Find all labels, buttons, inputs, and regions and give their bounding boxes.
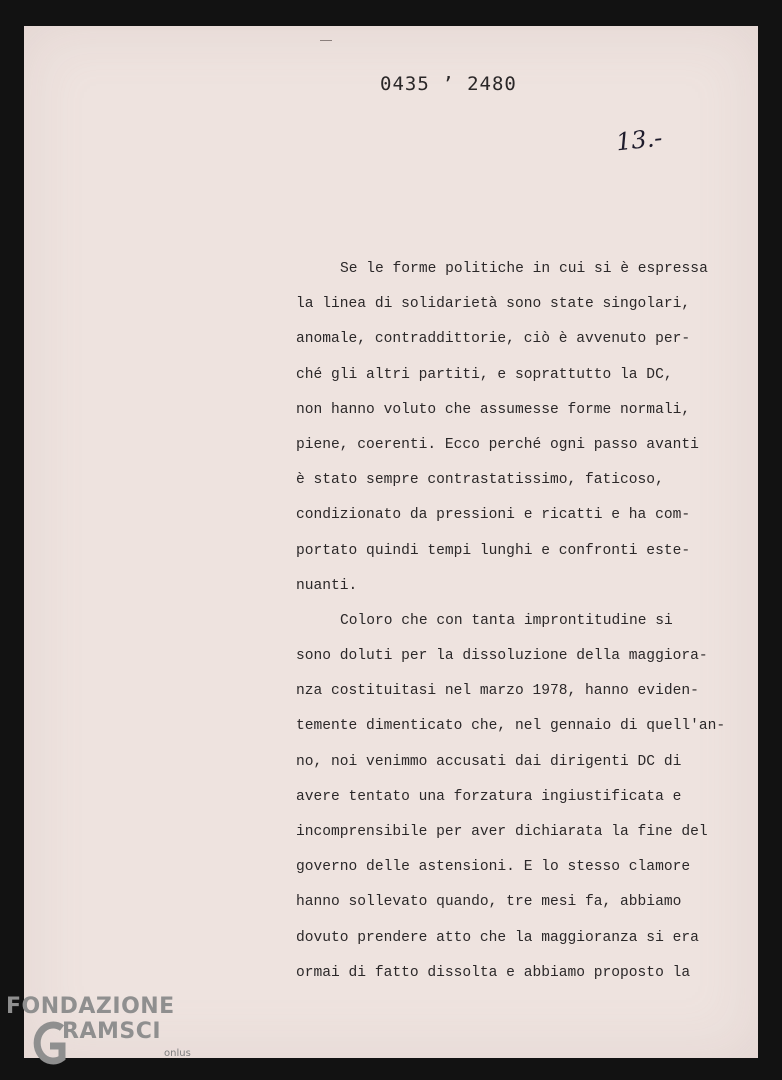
- text-line: non hanno voluto che assumesse forme normali,: [296, 401, 691, 418]
- logo-g-icon: [32, 1018, 66, 1070]
- document-sheet: [24, 26, 758, 1058]
- logo-text-line2: RAMSCI: [62, 1019, 162, 1044]
- text-line: no, noi venimmo accusati dai dirigenti DC di: [296, 753, 682, 770]
- text-line: hanno sollevato quando, tre mesi fa, abbiamo: [296, 894, 682, 911]
- text-line: avere tentato una forzatura ingiustificata e: [296, 788, 682, 805]
- handwritten-page-number: 13.-: [614, 123, 664, 157]
- text-line: è stato sempre contrastatissimo, faticoso,: [296, 472, 664, 489]
- logo-text-line1: FONDAZIONE: [6, 994, 175, 1019]
- text-line: temente dimenticato che, nel gennaio di quell'an-: [296, 718, 726, 735]
- typewritten-body: [296, 252, 736, 991]
- text-line: portato quindi tempi lunghi e confronti este-: [296, 542, 691, 559]
- text-line: Coloro che con tanta improntitudine si: [340, 612, 673, 629]
- text-line: incomprensibile per aver dichiarata la fine del: [296, 824, 708, 840]
- text-line: governo delle astensioni. E lo stesso clamore: [296, 859, 691, 876]
- text-line: sono doluti per la dissoluzione della maggiora-: [296, 648, 708, 665]
- top-tick-mark: [320, 40, 332, 41]
- text-line: dovuto prendere atto che la maggioranza si era: [296, 929, 699, 946]
- text-line: condizionato da pressioni e ricatti e ha com-: [296, 507, 691, 524]
- text-line: Se le forme politiche in cui si è espressa: [340, 261, 708, 277]
- logo-subtext: onlus: [164, 1048, 191, 1059]
- text-line: ché gli altri partiti, e soprattutto la DC,: [296, 366, 673, 383]
- text-line: nuanti.: [296, 577, 358, 594]
- text-line: la linea di solidarietà sono state singolari,: [296, 296, 691, 313]
- text-line: ormai di fatto dissolta e abbiamo proposto la: [296, 964, 691, 981]
- fondazione-gramsci-logo: [6, 994, 196, 1074]
- text-line: nza costituitasi nel marzo 1978, hanno eviden-: [296, 683, 699, 700]
- text-line: anomale, contraddittorie, ciò è avvenuto per-: [296, 331, 691, 348]
- text-line: piene, coerenti. Ecco perché ogni passo avanti: [296, 436, 699, 453]
- document-number: 0435 ’ 2480: [380, 73, 517, 95]
